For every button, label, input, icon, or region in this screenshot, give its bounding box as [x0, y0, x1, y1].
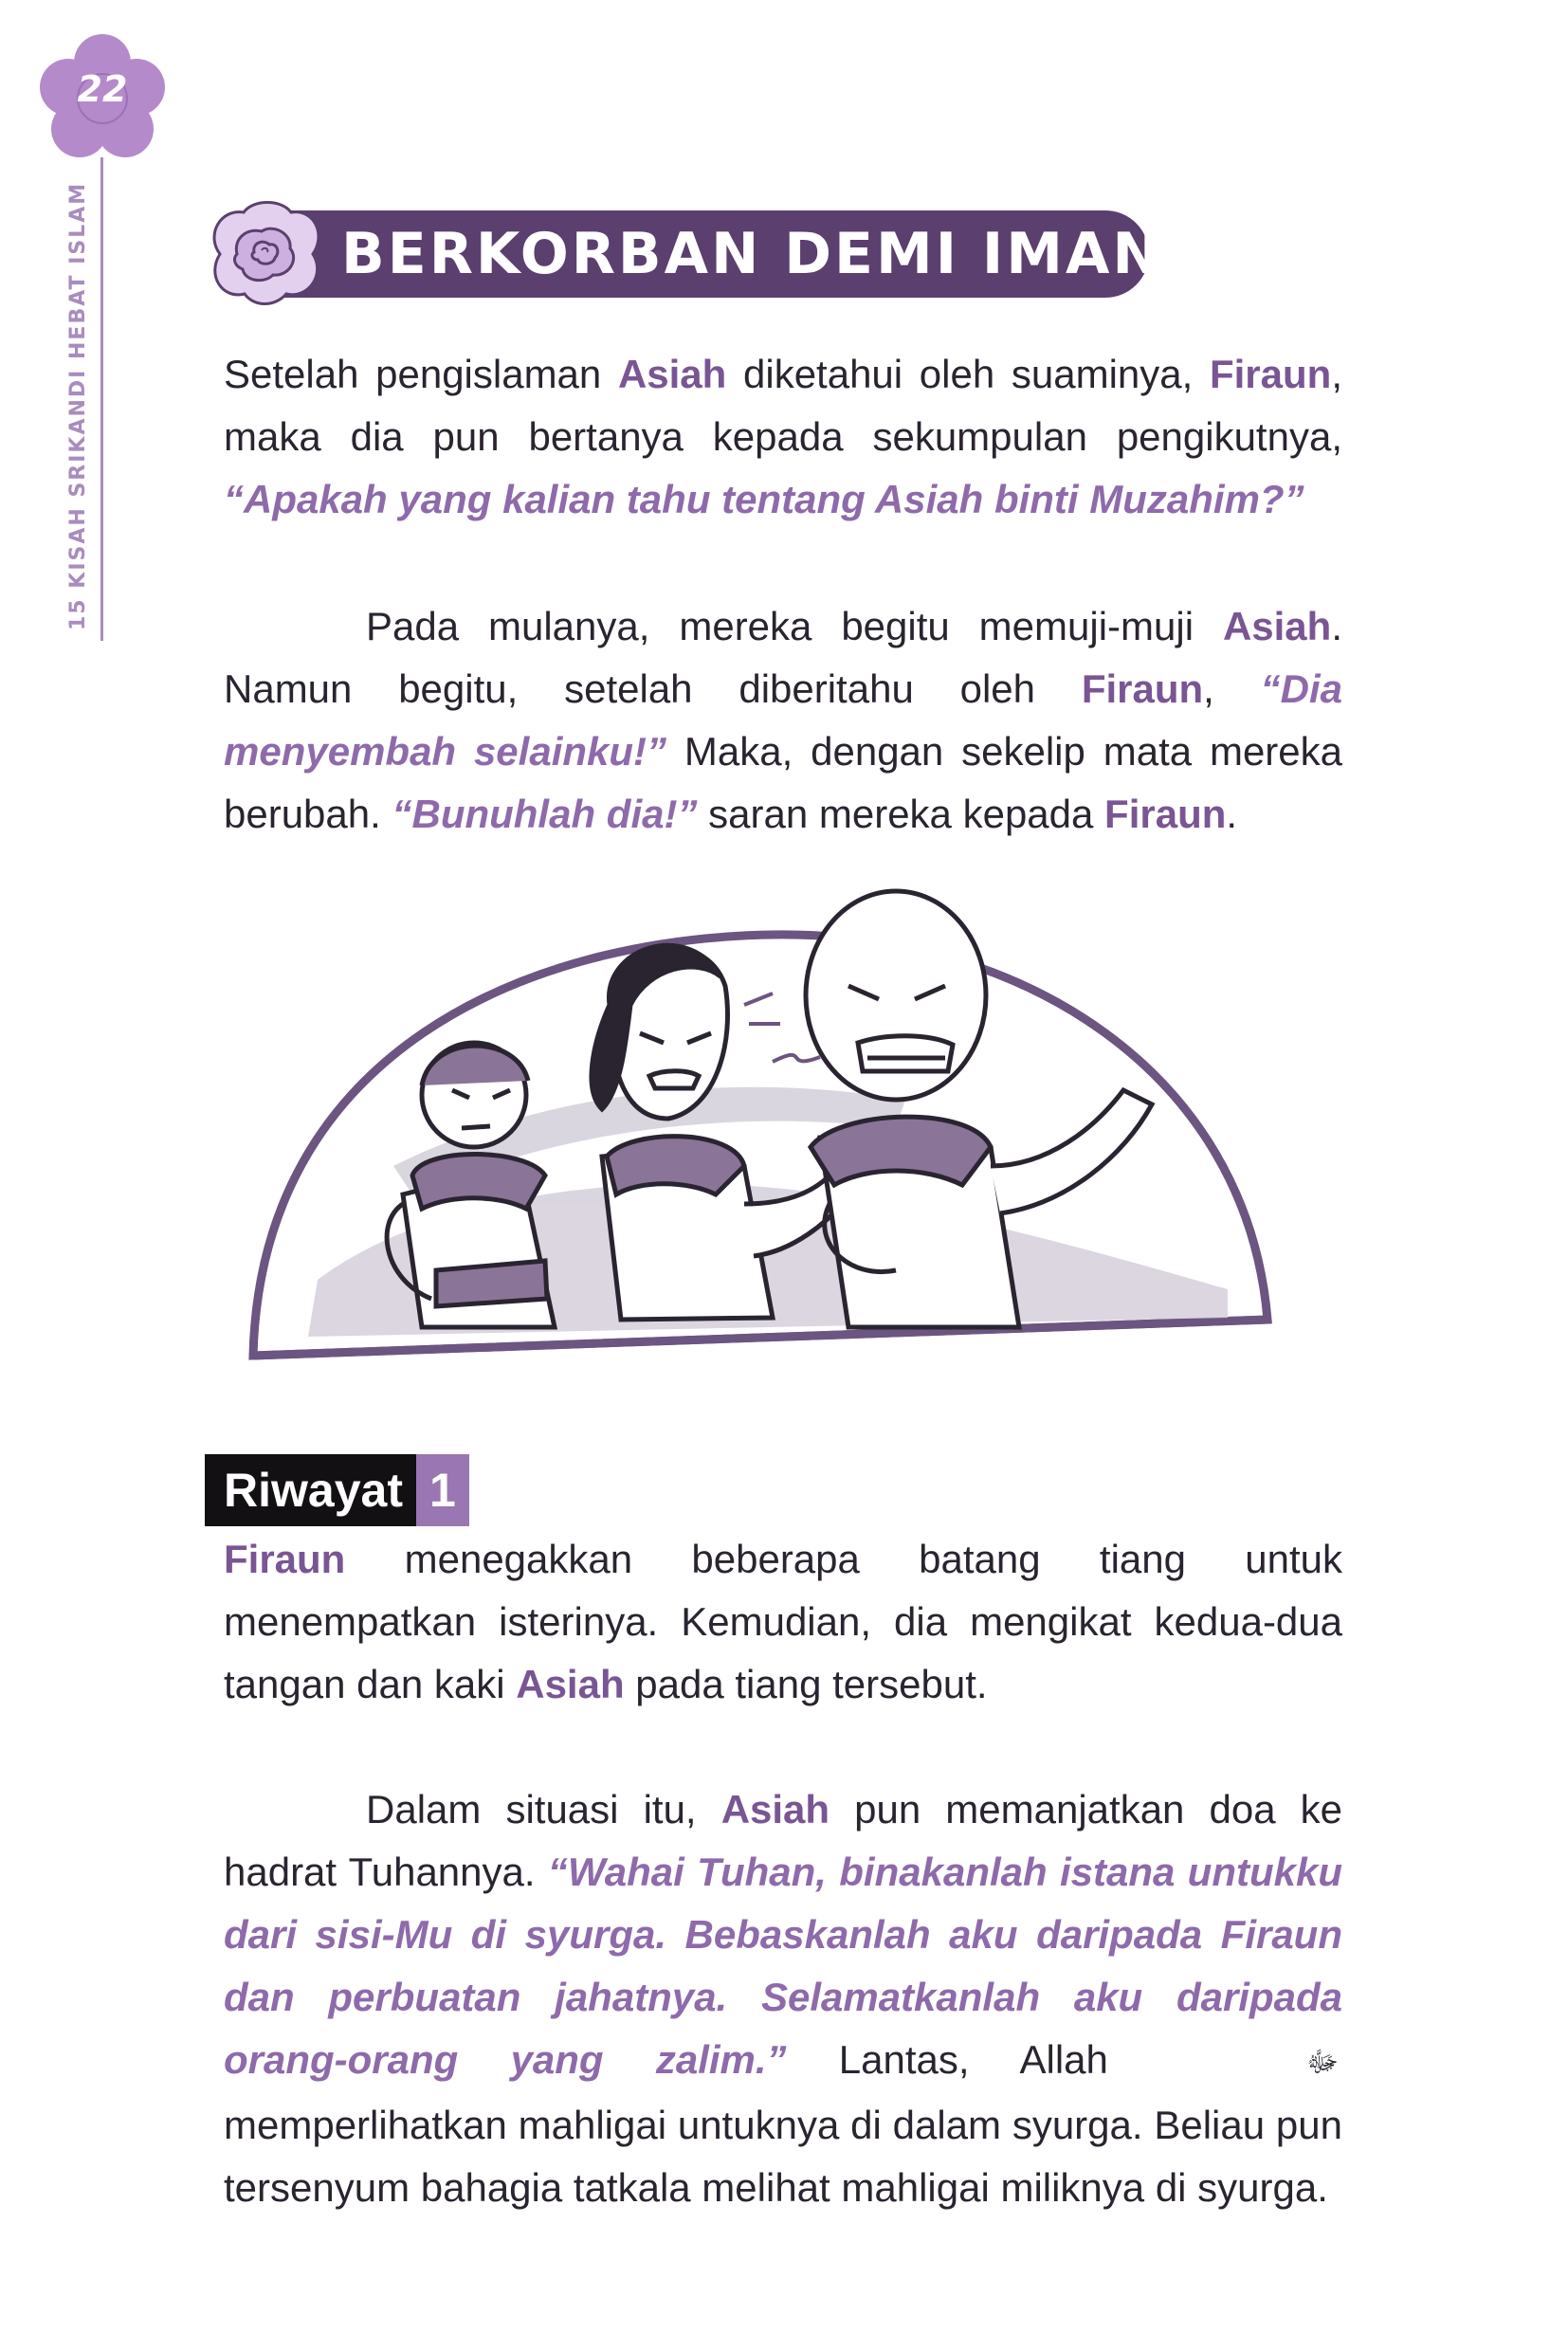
page-number-badge: [36, 32, 169, 165]
p4-text: Dalam situasi itu,: [366, 1787, 721, 1832]
riwayat-badge: [205, 1454, 469, 1526]
quote: “Dia menyembah selainku!”: [224, 666, 1342, 774]
name-firaun: Firaun: [1209, 352, 1332, 396]
illustration: [242, 882, 1285, 1375]
riwayat-number: 1: [416, 1454, 469, 1526]
p2-text: . Namun begitu, setelah diberitahu oleh: [224, 604, 1342, 711]
paragraph-1: [224, 343, 1342, 531]
page-number: 22: [77, 68, 128, 110]
p4-text: Lantas, Allah: [786, 2037, 1161, 2082]
p2-text: ,: [1203, 666, 1261, 711]
rose-icon: [201, 197, 329, 309]
p1-text: Setelah pengislaman: [224, 352, 618, 396]
chapter-title: BERKORBAN DEMI IMAN: [341, 221, 1163, 287]
paragraph-3: [224, 1528, 1342, 1716]
name-firaun: Firaun: [1081, 666, 1204, 711]
name-firaun: Firaun: [224, 1537, 346, 1581]
name-asiah: Asiah: [720, 1787, 830, 1832]
name-asiah: Asiah: [1222, 604, 1332, 648]
p2-text: saran mereka kepada: [697, 792, 1105, 836]
p4-text: pun memanjatkan doa ke hadrat Tuhannya.: [224, 1787, 1343, 1894]
p2-text: Maka, dengan sekelip mata mereka berubah.: [224, 729, 1343, 836]
p2-text: Pada mulanya, mereka begitu memuji-muji: [366, 604, 1223, 648]
p2-text: .: [1226, 792, 1238, 836]
paragraph-2: [224, 595, 1342, 846]
name-asiah: Asiah: [516, 1662, 625, 1706]
name-firaun: Firaun: [1104, 792, 1227, 836]
p1-text: , maka dia pun bertanya kepada sekumpulan pengikutnya,: [224, 352, 1342, 459]
quote: “Wahai Tuhan, binakanlah istana untukku dari sisi-Mu di syurga. Bebaskanlah aku daripada Firaun dan perbuatan jahatnya. Selamatkanlah aku daripada orang-orang yang zalim.”: [224, 1850, 1342, 2082]
spine-line: [100, 157, 103, 641]
quote: “Bunuhlah dia!”: [392, 792, 698, 836]
book-title-spine: 15 KISAH SRIKANDI HEBAT ISLAM: [66, 181, 90, 630]
quote: “Apakah yang kalian tahu tentang Asiah binti Muzahim?”: [224, 477, 1304, 521]
allah-symbol-icon: ﷻ: [1306, 2045, 1339, 2079]
p4-text: memperlihatkan mahligai untuknya di dalam syurga. Beliau pun tersenyum bahagia tatkala melihat mahligai miliknya di syurga.: [224, 2102, 1342, 2210]
name-asiah: Asiah: [617, 352, 727, 396]
p3-text: menegakkan beberapa batang tiang untuk menempatkan isterinya. Kemudian, dia mengikat kedua-dua tangan dan kaki: [224, 1537, 1342, 1706]
paragraph-4: [224, 1778, 1342, 2219]
p1-text: diketahui oleh suaminya,: [726, 352, 1210, 396]
p3-text: pada tiang tersebut.: [624, 1662, 988, 1706]
riwayat-label: Riwayat: [205, 1454, 416, 1526]
